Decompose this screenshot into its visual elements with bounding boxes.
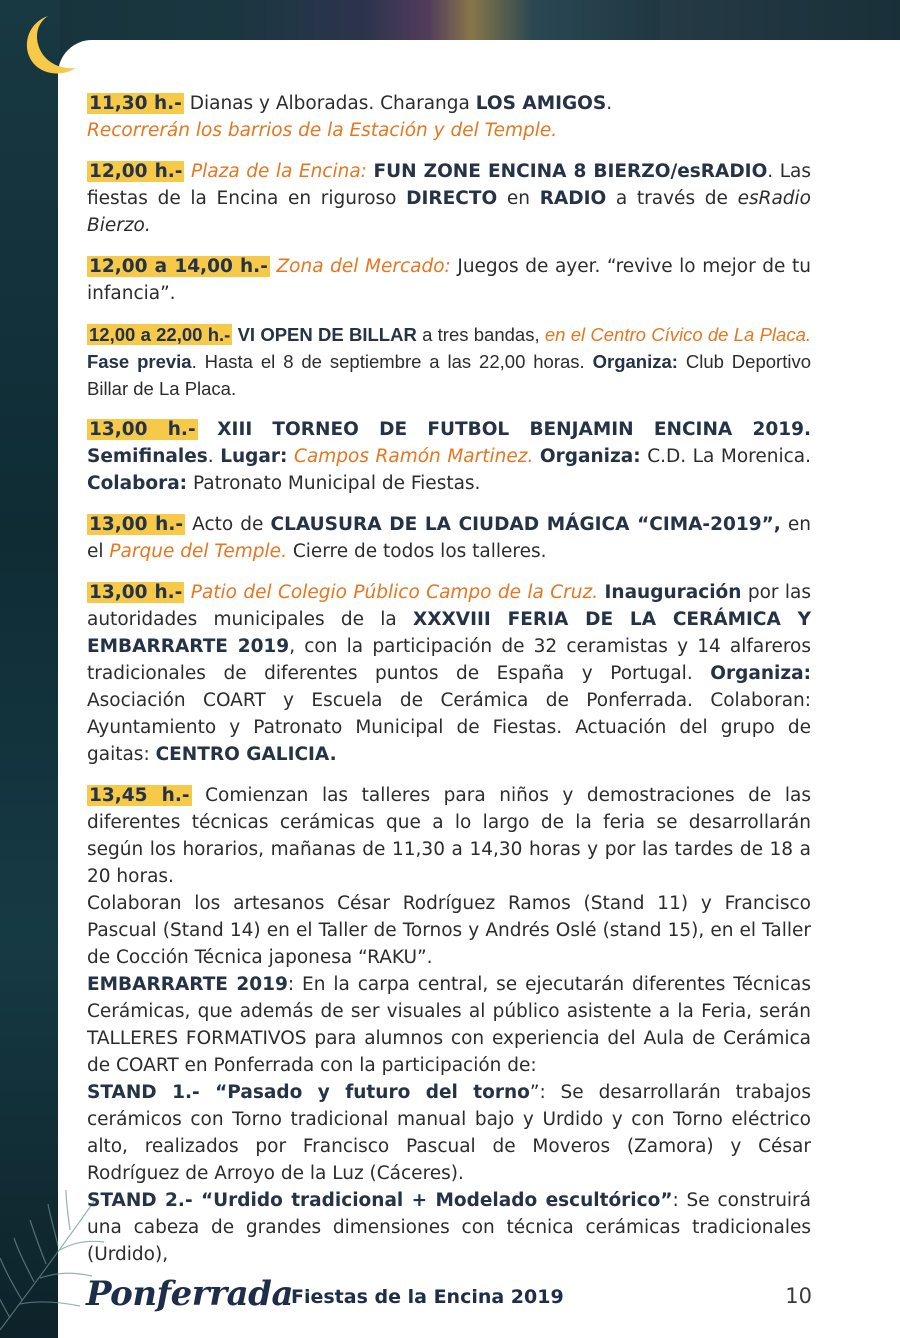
location-text: Recorrerán los barrios de la Estación y del Temple.	[87, 120, 558, 141]
entry-1345: 13,45 h.- Comienzan las talleres para niños y demostraciones de las diferentes técnicas cerámicas que a lo largo de la feria se desarrollarán según los horarios, mañanas de 11,30 a 14,30 horas y por las tardes de 18 a 20 horas.	[87, 785, 811, 887]
entry-1300-clausura: 13,00 h.- Acto de CLAUSURA DE LA CIUDAD MÁGICA “CIMA-2019”, en el Parque del Temple. Cierre de todos los talleres.	[87, 514, 811, 562]
paragraph-stand-2: STAND 2.- “Urdido tradicional + Modelado escultórico”: Se construirá una cabeza de grandes dimensiones con técnica cerámicas tradicionales (Urdido),	[87, 1190, 811, 1265]
crescent-moon-icon	[18, 12, 80, 78]
entry-1200-1400: 12,00 a 14,00 h.- Zona del Mercado: Juegos de ayer. “revive lo mejor de tu infancia”.	[87, 256, 811, 304]
entry-1300-ceramica: 13,00 h.- Patio del Colegio Público Campo de la Cruz. Inauguración por las autoridades municipales de la XXXVIII FERIA DE LA CERÁMICA Y EMBARRARTE 2019, con la participación de 32 ceramistas y 14 alfareros tradicionales de diferentes puntos de España y Portugal. Organiza: Asociación COART y Escuela de Cerámica de Ponferrada. Colaboran: Ayuntamiento y Patronato Municipal de Fiestas. Actuación del grupo de gaitas: CENTRO GALICIA.	[87, 582, 812, 765]
program-text	[87, 90, 811, 1268]
time-label: 12,00 a 22,00 h.-	[89, 324, 231, 345]
time-label: 13,45 h.-	[89, 785, 190, 806]
time-label: 12,00 a 14,00 h.-	[89, 256, 268, 277]
location-text: Zona del Mercado:	[276, 256, 451, 277]
entry-1130: 11,30 h.- Dianas y Alboradas. Charanga LOS AMIGOS. Recorrerán los barrios de la Estación y del Temple.	[87, 93, 613, 141]
paragraph-artesanos: Colaboran los artesanos César Rodríguez Ramos (Stand 11) y Francisco Pascual (Stand 14) en el Taller de Tornos y Andrés Oslé (stand 15), en el Taller de Cocción Técnica japonesa “RAKU”.	[87, 893, 811, 968]
time-label: 13,00 h.-	[89, 514, 184, 535]
time-label: 11,30 h.-	[89, 93, 182, 114]
location-text: Plaza de la Encina:	[191, 161, 367, 182]
ponferrada-logo: Ponferrada	[86, 1274, 293, 1314]
entry-1300-futbol: 13,00 h.- XIII TORNEO DE FUTBOL BENJAMIN ENCINA 2019. Semifinales. Lugar: Campos Ramón Martinez. Organiza: C.D. La Morenica. Colabora: Patronato Municipal de Fiestas.	[87, 419, 811, 494]
paragraph-embarrarte: EMBARRARTE 2019: En la carpa central, se ejecutarán diferentes Técnicas Cerámicas, que además de ser visuales al público asistente a la Feria, serán TALLERES FORMATIVOS para alumnos con experiencia del Aula de Cerámica de COART en Ponferrada con la participación de:	[87, 974, 812, 1076]
festival-decoration	[240, 0, 660, 42]
page-number: 10	[785, 1284, 812, 1308]
paragraph-stand-1: STAND 1.- “Pasado y futuro del torno”: Se desarrollarán trabajos cerámicos con Torno tradicional manual bajo y Urdido y con Torno eléctrico alto, realizados por Francisco Pascual de Moveros (Zamora) y César Rodríguez de Arroyo de la Luz (Cáceres).	[87, 1082, 811, 1184]
entry-1200-2200: 12,00 a 22,00 h.- VI OPEN DE BILLAR a tres bandas, en el Centro Cívico de La Placa. Fase previa. Hasta el 8 de septiembre a las 22,00 horas. Organiza: Club Deportivo Billar de La Placa.	[87, 324, 811, 399]
location-text: en el Centro Cívico de La Placa.	[544, 324, 811, 345]
footer-title: Fiestas de la Encina 2019	[291, 1286, 564, 1308]
entry-1200: 12,00 h.- Plaza de la Encina: FUN ZONE ENCINA 8 BIERZO/esRADIO. Las fiestas de la Encina en riguroso DIRECTO en RADIO a través de esRadio Bierzo.	[87, 161, 811, 236]
time-label: 12,00 h.-	[89, 161, 183, 182]
time-label: 13,00 h.-	[89, 419, 196, 440]
location-text: Campos Ramón Martinez.	[294, 446, 534, 467]
location-text: Patio del Colegio Público Campo de la Cruz.	[190, 582, 599, 603]
time-label: 13,00 h.-	[89, 582, 183, 603]
location-text: Parque del Temple.	[109, 541, 287, 562]
